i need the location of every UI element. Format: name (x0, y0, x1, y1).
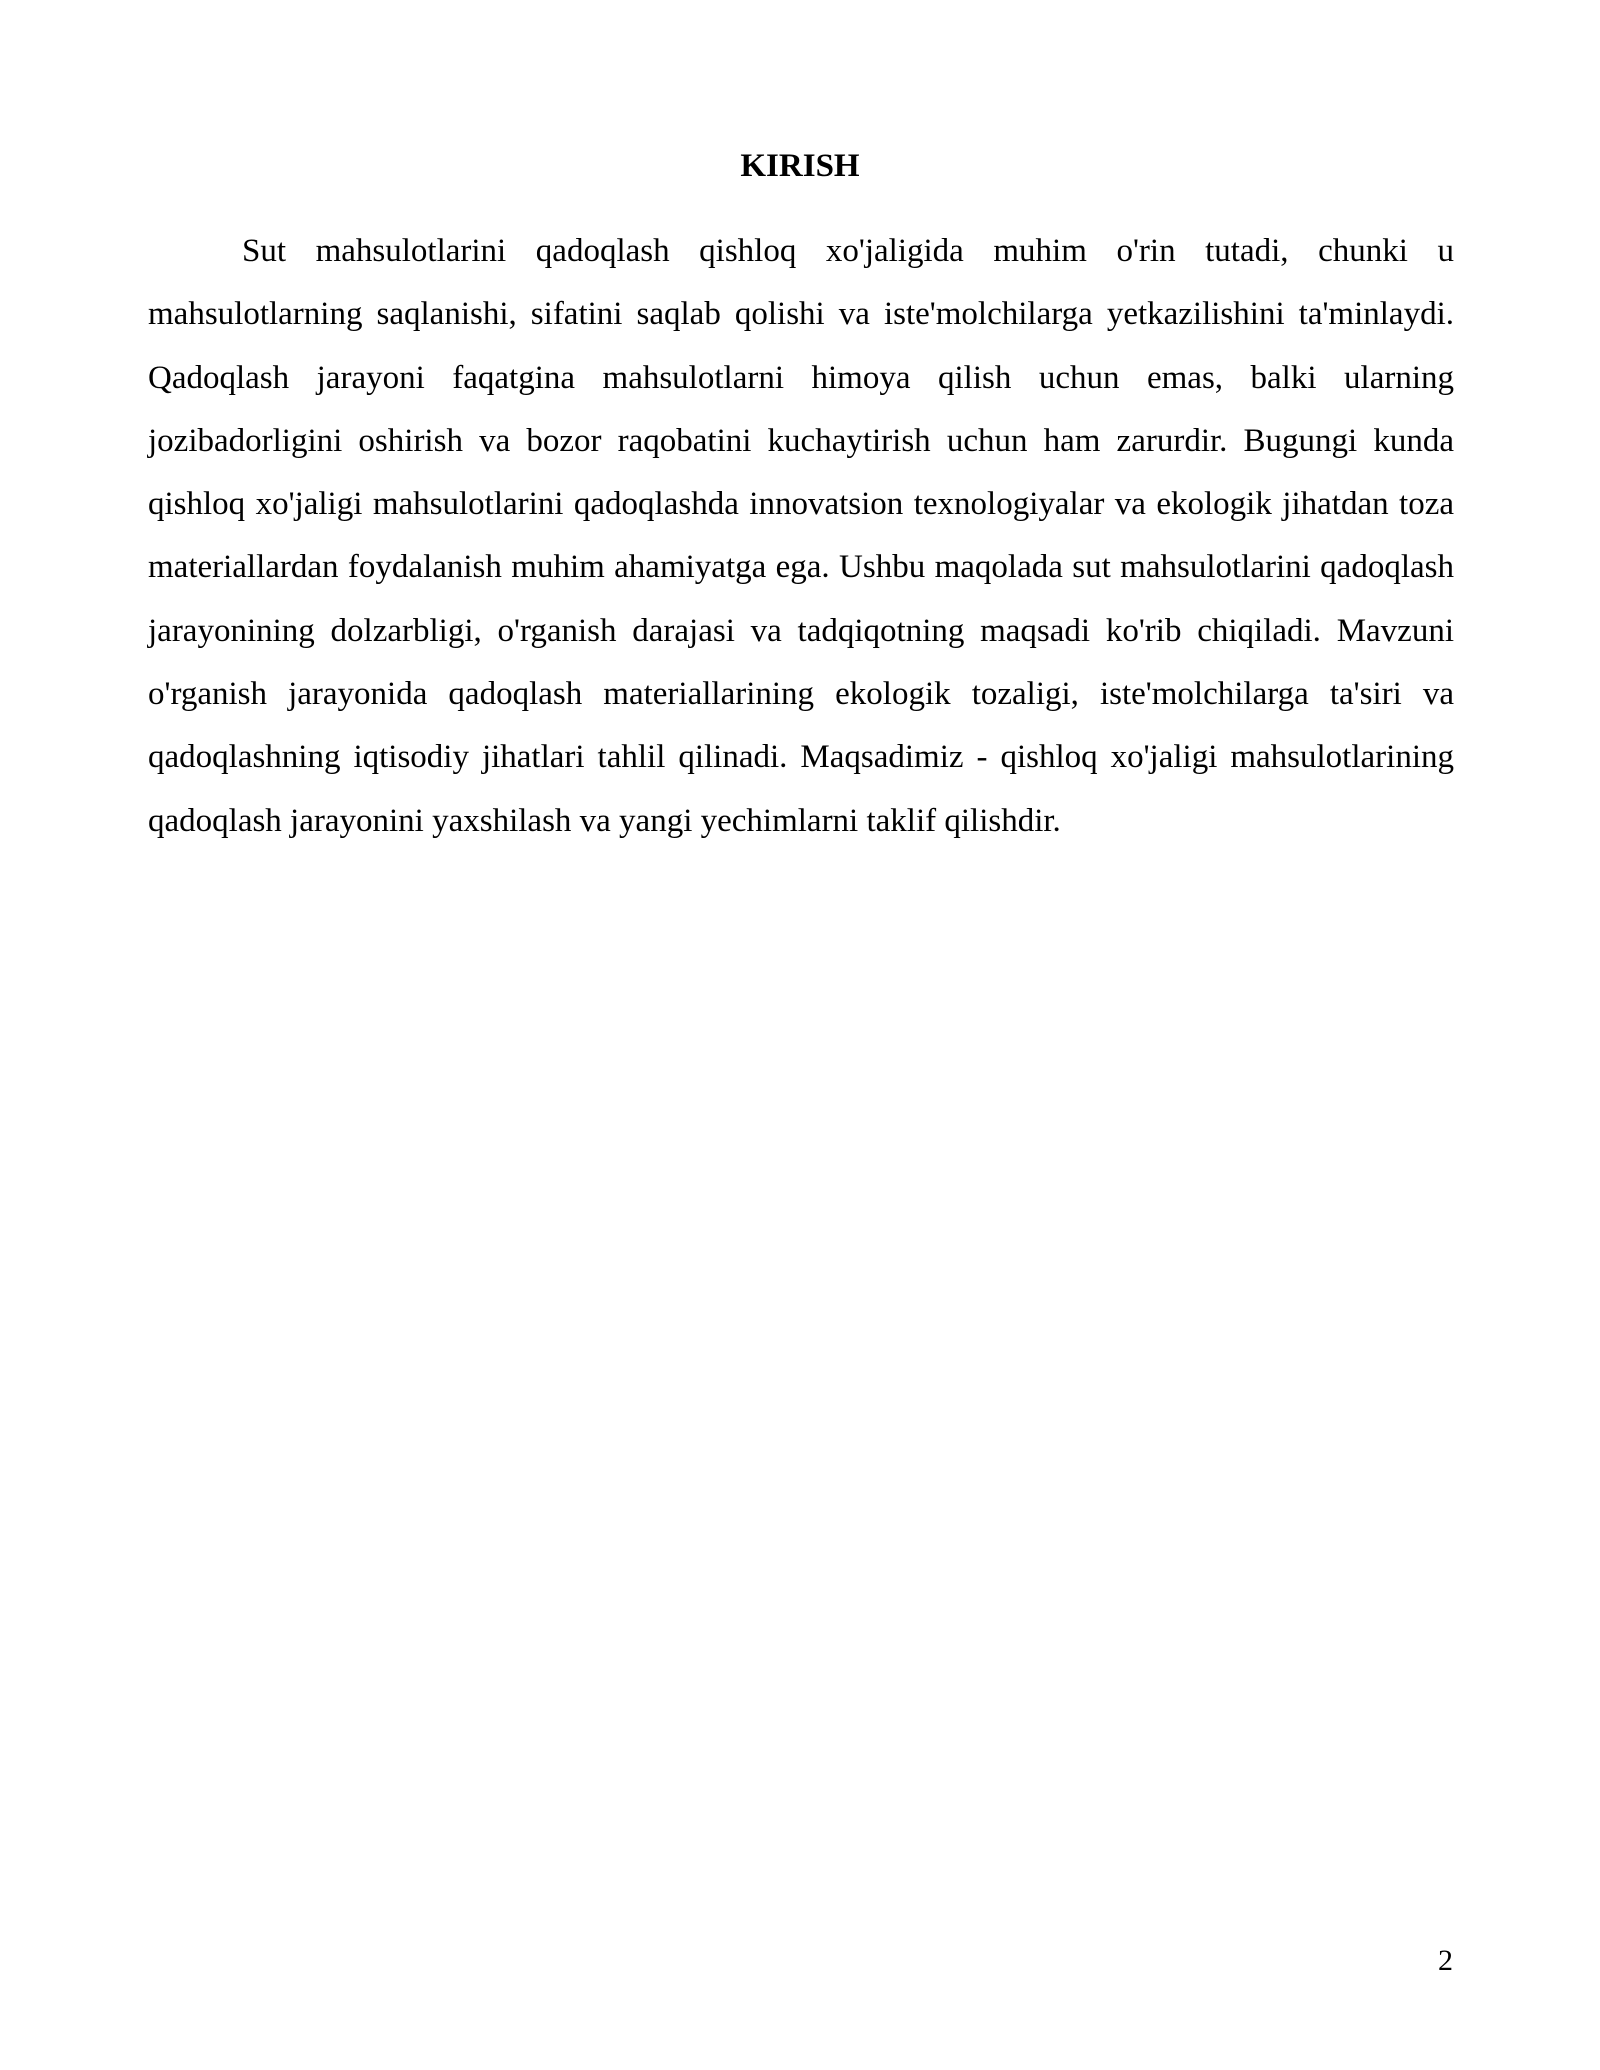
section-heading: KIRISH (740, 148, 860, 184)
page-number: 2 (1438, 1944, 1453, 1977)
body-paragraph: Sut mahsulotlarini qadoqlash qishloq xo'jaligida muhim o'rin tutadi, chunki u mahsulotlarning saqlanishi, sifatini saqlab qolishi va iste'molchilarga yetkazilishini ta'minlaydi. Qadoqlash jarayoni faqatgina mahsulotlarni himoya qilish uchun emas, balki ularning jozibadorligini oshirish va bozor raqobatini kuchaytirish uchun ham zarurdir. Bugungi kunda qishloq xo'jaligi mahsulotlarini qadoqlashda innovatsion texnologiyalar va ekologik jihatdan toza materiallardan foydalanish muhim ahamiyatga ega. Ushbu maqolada sut mahsulotlarini qadoqlash jarayonining dolzarbligi, o'rganish darajasi va tadqiqotning maqsadi ko'rib chiqiladi. Mavzuni o'rganish jarayonida qadoqlash materiallarining ekologik tozaligi, iste'molchilarga ta'siri va qadoqlashning iqtisodiy jihatlari tahlil qilinadi. Maqsadimiz - qishloq xo'jaligi mahsulotlarining qadoqlash jarayonini yaxshilash va yangi yechimlarni taklif qilishdir. (148, 233, 1454, 839)
